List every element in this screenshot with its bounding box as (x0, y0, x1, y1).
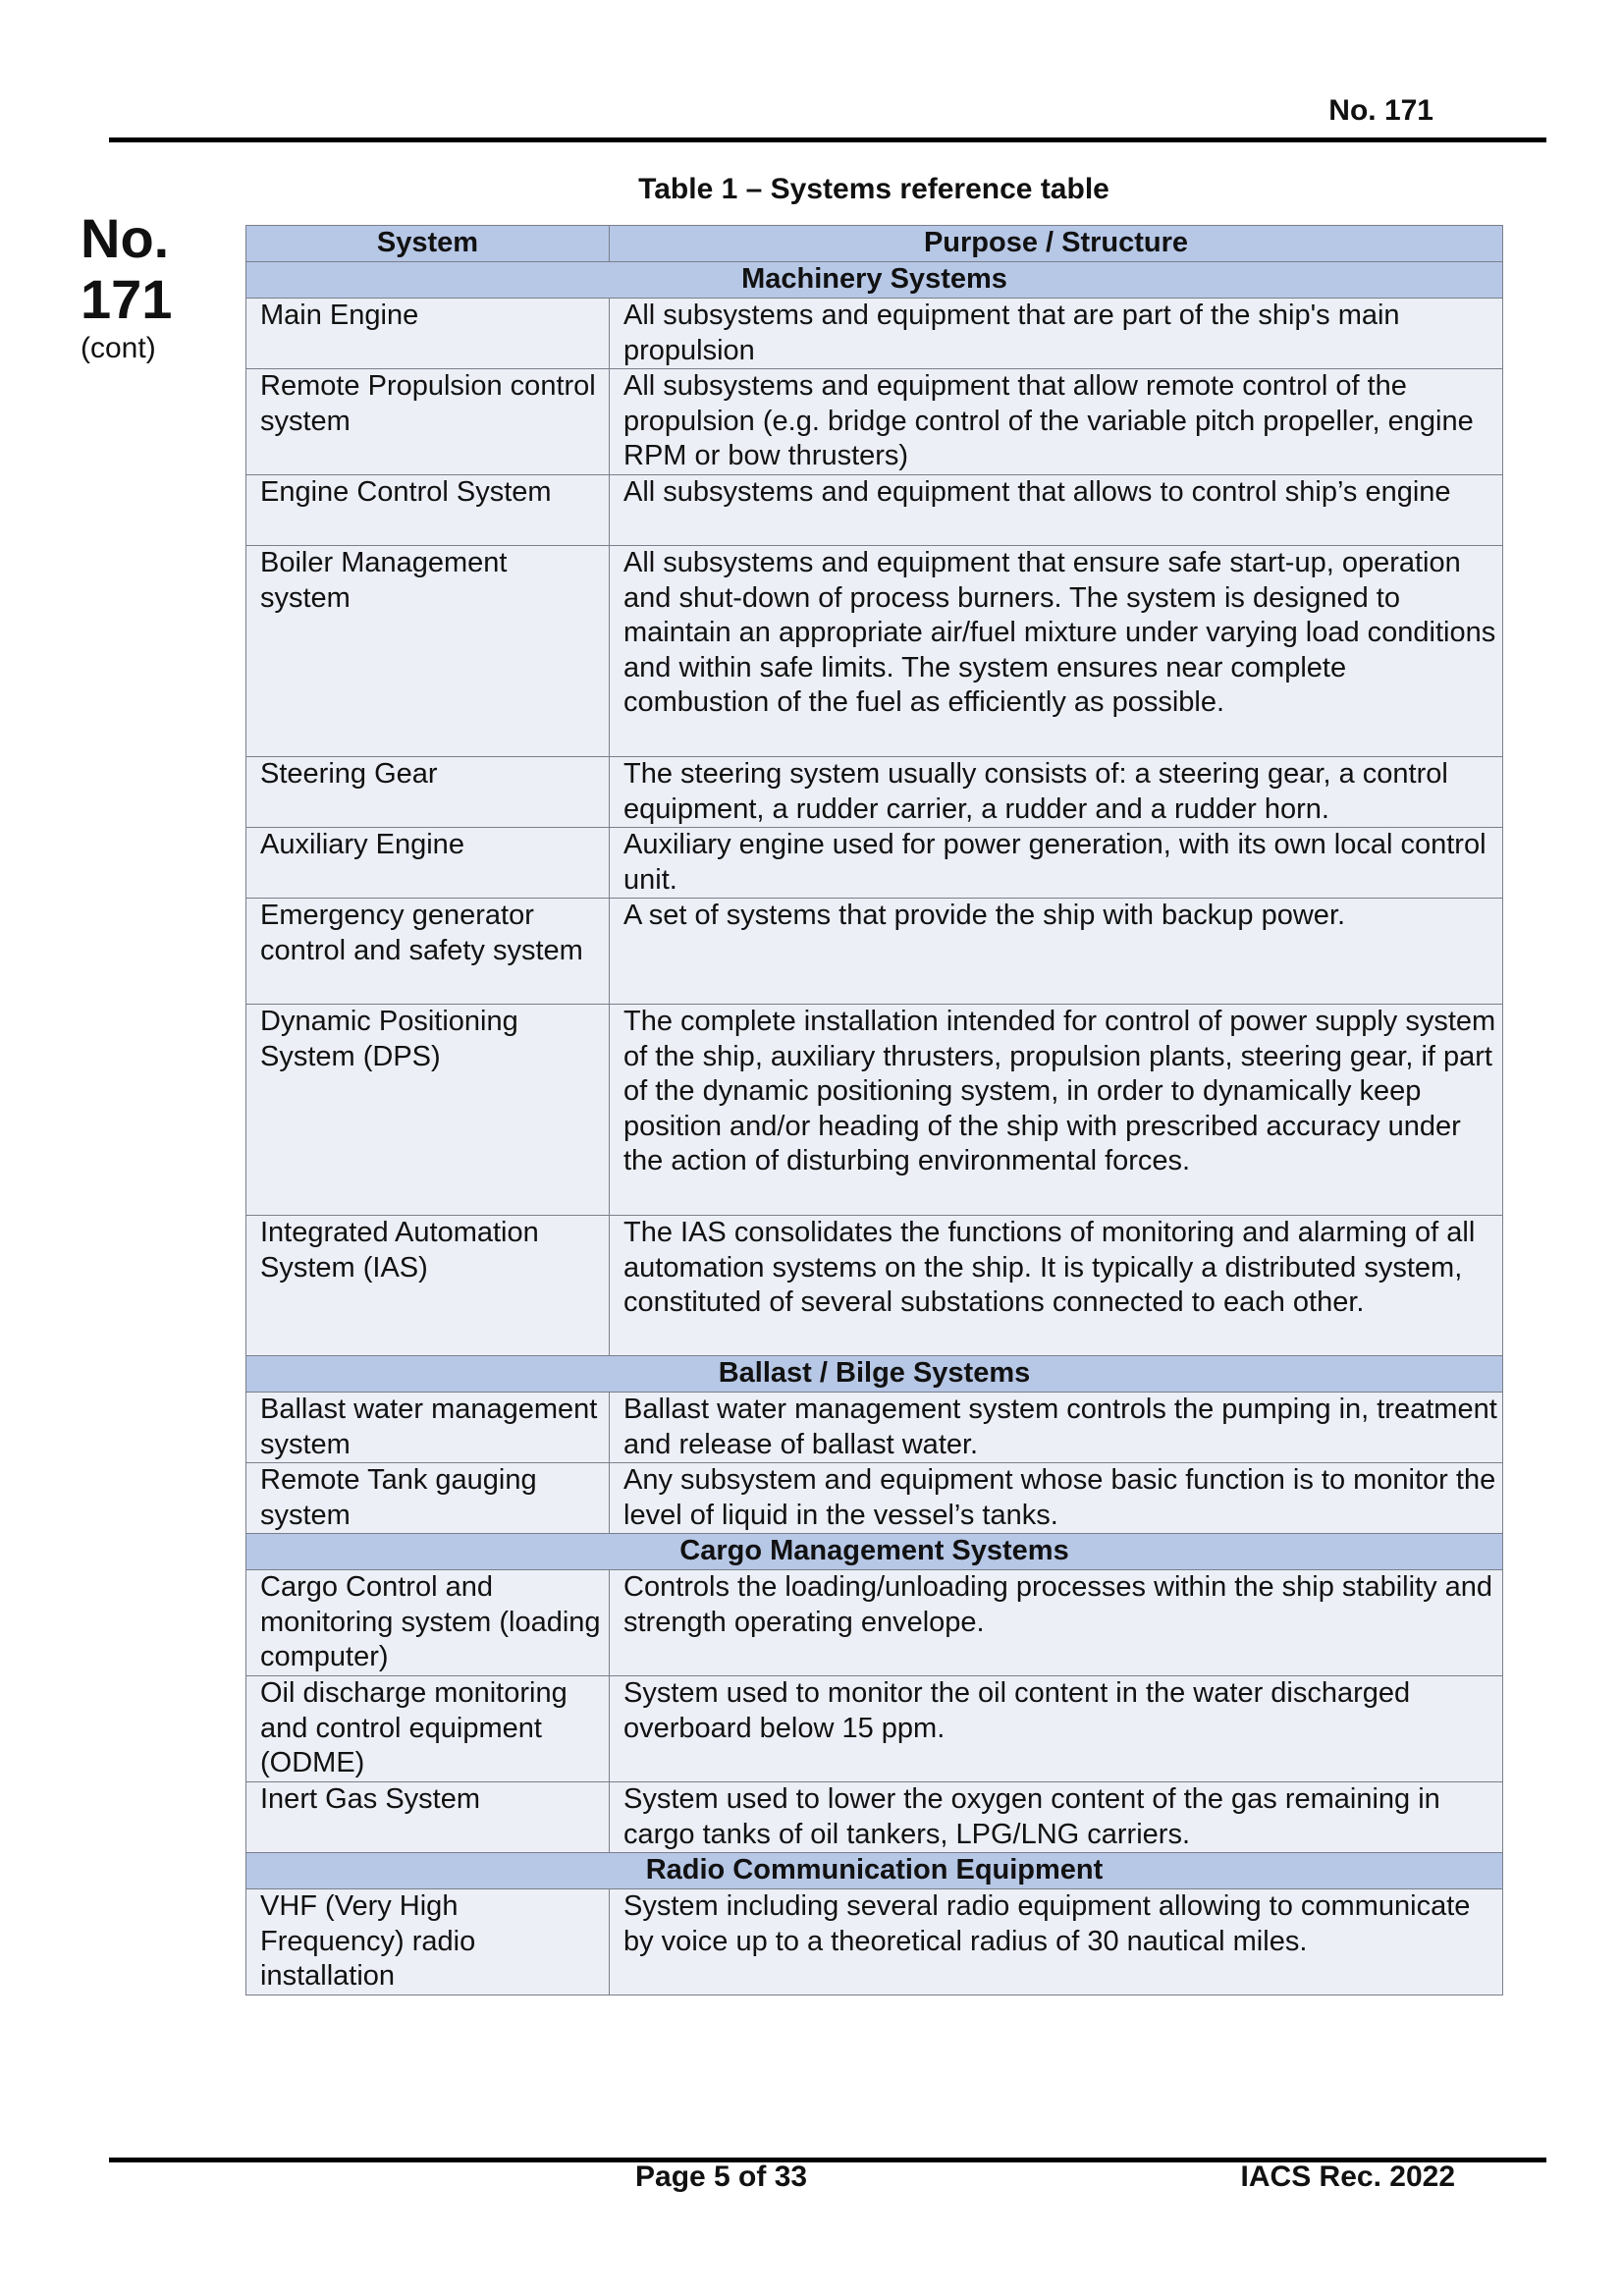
purpose-cell: Auxiliary engine used for power generation, with its own local control unit. (610, 828, 1503, 899)
rec-label: IACS Rec. 2022 (1240, 2160, 1455, 2193)
system-cell: Oil discharge monitoring and control equipment (ODME) (246, 1676, 610, 1782)
section-row (246, 262, 1503, 299)
table-row (246, 1676, 1503, 1782)
side-number-line2: 171 (81, 268, 173, 330)
table-row (246, 828, 1503, 899)
side-number-line1: No. (81, 207, 170, 269)
table-row (246, 546, 1503, 757)
page-number: Page 5 of 33 (635, 2160, 808, 2193)
systems-reference-table (245, 225, 1503, 1995)
table-row (246, 1570, 1503, 1676)
side-document-number (81, 208, 172, 330)
column-header-system: System (246, 226, 610, 262)
section-title: Machinery Systems (246, 262, 1503, 299)
purpose-cell: Any subsystem and equipment whose basic function is to monitor the level of liquid in the vessel’s tanks. (610, 1463, 1503, 1534)
purpose-cell: The IAS consolidates the functions of monitoring and alarming of all automation systems on the ship. It is typically a distributed system, constituted of several substations connected to each other. (610, 1216, 1503, 1356)
system-cell: VHF (Very High Frequency) radio installation (246, 1889, 610, 1995)
section-row (246, 1853, 1503, 1889)
system-cell: Cargo Control and monitoring system (loading computer) (246, 1570, 610, 1676)
section-row (246, 1534, 1503, 1570)
system-cell: Remote Tank gauging system (246, 1463, 610, 1534)
section-row (246, 1356, 1503, 1393)
system-cell: Integrated Automation System (IAS) (246, 1216, 610, 1356)
system-cell: Auxiliary Engine (246, 828, 610, 899)
system-cell: Boiler Management system (246, 546, 610, 757)
system-cell: Main Engine (246, 299, 610, 369)
purpose-cell: Ballast water management system controls the pumping in, treatment and release of ballast water. (610, 1393, 1503, 1463)
document-number: No. 171 (1328, 94, 1433, 127)
column-header-purpose: Purpose / Structure (610, 226, 1503, 262)
table-row (246, 299, 1503, 369)
table-body (246, 226, 1503, 1995)
system-cell: Ballast water management system (246, 1393, 610, 1463)
table-row (246, 369, 1503, 475)
purpose-cell: The steering system usually consists of: a steering gear, a control equipment, a rudder carrier, a rudder and a rudder horn. (610, 757, 1503, 828)
purpose-cell: System used to monitor the oil content in the water discharged overboard below 15 ppm. (610, 1676, 1503, 1782)
side-cont-label: (cont) (81, 332, 156, 364)
system-cell: Emergency generator control and safety system (246, 899, 610, 1005)
purpose-cell: All subsystems and equipment that allow remote control of the propulsion (e.g. bridge control of the variable pitch propeller, engine RPM or bow thrusters) (610, 369, 1503, 475)
purpose-cell: The complete installation intended for control of power supply system of the ship, auxiliary thrusters, propulsion plants, steering gear, if part of the dynamic positioning system, in order to dynamically keep position and/or heading of the ship with prescribed accuracy under the action of disturbing environmental forces. (610, 1005, 1503, 1216)
table-row (246, 1005, 1503, 1216)
system-cell: Dynamic Positioning System (DPS) (246, 1005, 610, 1216)
purpose-cell: System used to lower the oxygen content of the gas remaining in cargo tanks of oil tankers, LPG/LNG carriers. (610, 1782, 1503, 1853)
purpose-cell: All subsystems and equipment that are part of the ship's main propulsion (610, 299, 1503, 369)
system-cell: Inert Gas System (246, 1782, 610, 1853)
table-row (246, 1216, 1503, 1356)
table-row (246, 1782, 1503, 1853)
table-caption: Table 1 – Systems reference table (638, 173, 1109, 205)
purpose-cell: All subsystems and equipment that ensure safe start-up, operation and shut-down of process burners. The system is designed to maintain an appropriate air/fuel mixture under varying load conditions and within safe limits. The system ensures near complete combustion of the fuel as efficiently as possible. (610, 546, 1503, 757)
system-cell: Steering Gear (246, 757, 610, 828)
section-title: Radio Communication Equipment (246, 1853, 1503, 1889)
purpose-cell: All subsystems and equipment that allows to control ship’s engine (610, 475, 1503, 546)
section-title: Ballast / Bilge Systems (246, 1356, 1503, 1393)
header-rule (109, 137, 1546, 142)
system-cell: Engine Control System (246, 475, 610, 546)
table-header-row (246, 226, 1503, 262)
section-title: Cargo Management Systems (246, 1534, 1503, 1570)
table-row (246, 1393, 1503, 1463)
system-cell: Remote Propulsion control system (246, 369, 610, 475)
purpose-cell: System including several radio equipment allowing to communicate by voice up to a theoretical radius of 30 nautical miles. (610, 1889, 1503, 1995)
purpose-cell: A set of systems that provide the ship with backup power. (610, 899, 1503, 1005)
table-row (246, 475, 1503, 546)
table-row (246, 899, 1503, 1005)
table-row (246, 1889, 1503, 1995)
purpose-cell: Controls the loading/unloading processes within the ship stability and strength operating envelope. (610, 1570, 1503, 1676)
table-row (246, 1463, 1503, 1534)
table-row (246, 757, 1503, 828)
